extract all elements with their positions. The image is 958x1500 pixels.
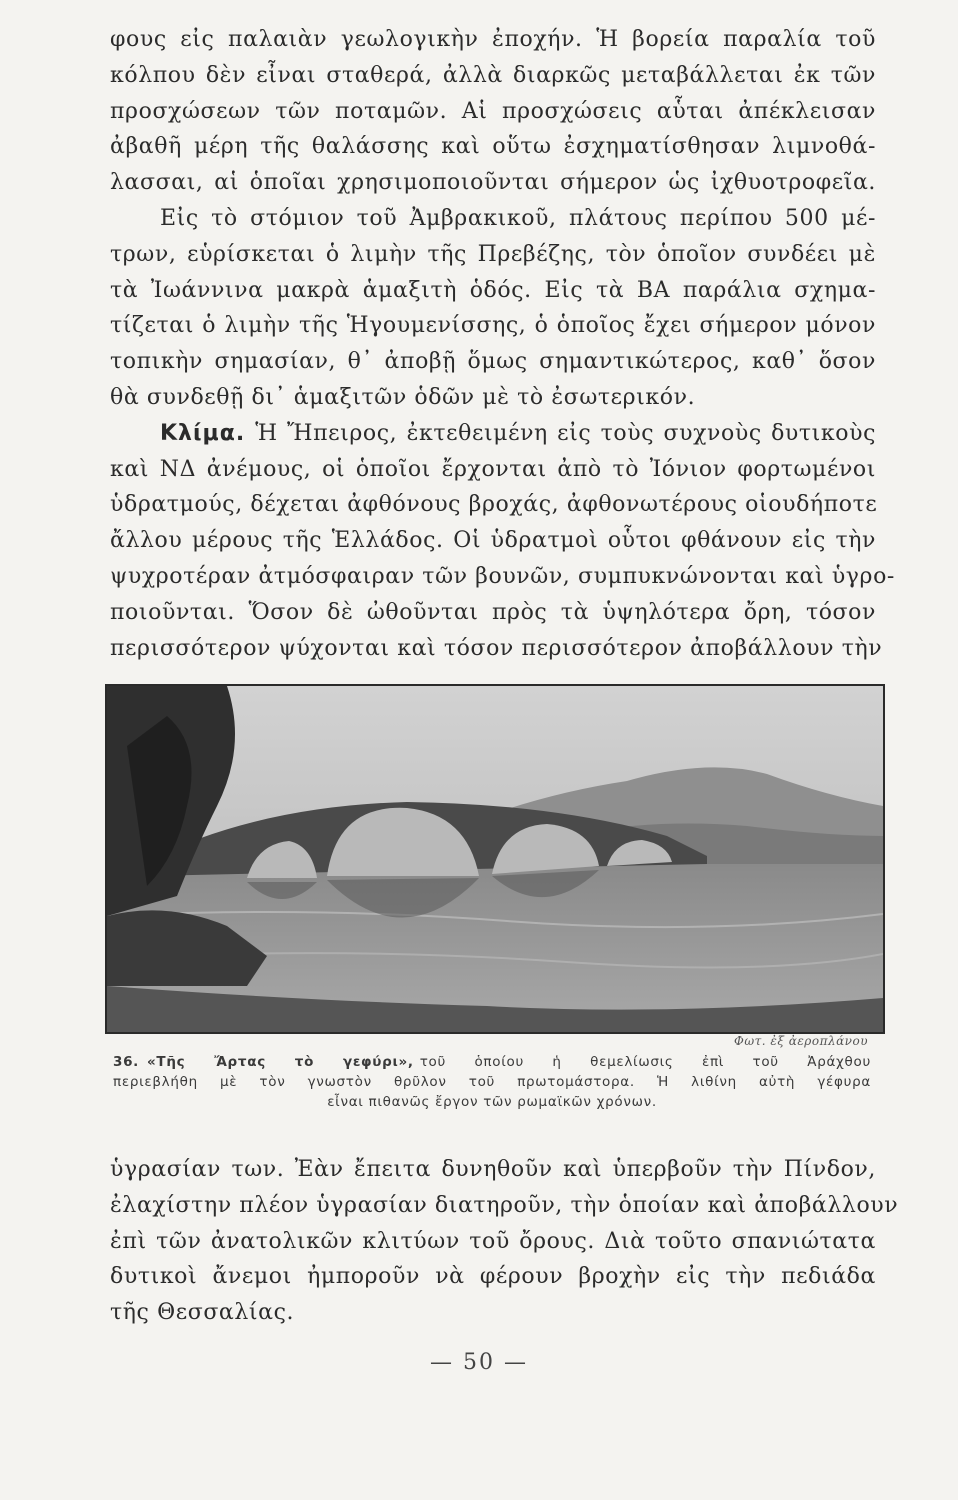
section-first-line (110, 416, 876, 452)
text-line: τοπικὴν σημασίαν, θ᾿ ἀποβῇ ὅμως σημαντικώτερος, καθ᾿ ὅσον (110, 349, 876, 375)
caption-title: «Τῆς Ἄρτας τὸ γεφύρι», (147, 1054, 414, 1070)
text-line: δυτικοὶ ἄνεμοι ἠμποροῦν νὰ φέρουν βροχὴν εἰς τὴν πεδιάδα (110, 1264, 876, 1290)
caption-line (113, 1052, 871, 1072)
photo-credit: Φωτ. ἐξ ἀεροπλάνου (734, 1034, 868, 1048)
text-line: θὰ συνδεθῇ δι᾿ ἁμαξιτῶν ὁδῶν μὲ τὸ ἐσωτερικόν. (110, 384, 696, 410)
text-line: φους εἰς παλαιὰν γεωλογικὴν ἐποχήν. Ἡ βορεία παραλία τοῦ (110, 27, 876, 52)
text-line: ἐπὶ τῶν ἀνατολικῶν κλιτύων τοῦ ὄρους. Διὰ τοῦτο σπανιώτατα (110, 1228, 876, 1254)
figure-caption (113, 1052, 871, 1112)
text-line: καὶ ΝΔ ἀνέμους, οἱ ὁποῖοι ἔρχονται ἀπὸ τὸ Ἰόνιον φορτωμένοι (110, 456, 876, 482)
text-line: περισσότερον ψύχονται καὶ τόσον περισσότερον ἀποβάλλουν τὴν (110, 635, 883, 661)
text-line: ψυχροτέραν ἀτμόσφαιραν τῶν βουνῶν, συμπυκνώνονται καὶ ὑγρο- (110, 563, 895, 589)
text-line: ἄλλου μέρους τῆς Ἑλλάδος. Οἱ ὑδρατμοὶ οὗτοι φθάνουν εἰς τὴν (110, 528, 876, 554)
paragraph-top (110, 22, 895, 666)
section-first-line-text: Ἡ Ἤπειρος, ἐκτεθειμένη εἰς τοὺς συχνοὺς δυτικοὺς (255, 420, 876, 446)
page-number: — 50 — (430, 1350, 528, 1375)
text-line: Εἰς τὸ στόμιον τοῦ Ἀμβρακικοῦ, πλάτους περίπου 500 μέ- (160, 205, 876, 231)
text-line: ποιοῦνται. Ὅσον δὲ ὠθοῦνται πρὸς τὰ ὑψηλότερα ὄρη, τόσον (110, 599, 876, 625)
caption-line: περιεβλήθη μὲ τὸν γνωστὸν θρῦλον τοῦ πρωτομάστορα. Ἡ λιθίνη αὐτὴ γέφυρα (113, 1074, 871, 1090)
text-line: ὑδρατμούς, δέχεται ἀφθόνους βροχάς, ἀφθονωτέρους οἱουδήποτε (110, 492, 878, 518)
caption-line1-text: τοῦ ὁποίου ἡ θεμελίωσις ἐπὶ τοῦ Ἀράχθου (419, 1054, 871, 1070)
paragraph-bottom (110, 1152, 899, 1331)
text-line: προσχώσεων τῶν ποταμῶν. Αἱ προσχώσεις αὗται ἀπέκλεισαν (110, 98, 876, 124)
text-line: τὰ Ἰωάννινα μακρὰ ἁμαξιτὴ ὁδός. Εἰς τὰ ΒΑ παράλια σχημα- (110, 277, 876, 303)
text-line: τῆς Θεσσαλίας. (110, 1300, 295, 1326)
arta-bridge-illustration (107, 686, 883, 1032)
caption-line: εἶναι πιθανῶς ἔργον τῶν ρωμαϊκῶν χρόνων. (327, 1094, 657, 1110)
section-heading: Κλίμα. (160, 420, 246, 446)
bridge-photo (105, 684, 885, 1034)
text-line: τίζεται ὁ λιμὴν τῆς Ἡγουμενίσσης, ὁ ὁποῖος ἔχει σήμερον μόνον (110, 313, 876, 339)
text-line: ἀβαθῆ μέρη τῆς θαλάσσης καὶ οὕτω ἐσχηματίσθησαν λιμνοθά- (110, 134, 876, 160)
text-line: ὑγρασίαν των. Ἐὰν ἔπειτα δυνηθοῦν καὶ ὑπερβοῦν τὴν Πίνδον, (110, 1157, 876, 1182)
text-line: τρων, εὑρίσκεται ὁ λιμὴν τῆς Πρεβέζης, τὸν ὁποῖον συνδέει μὲ (110, 241, 876, 267)
caption-number: 36. (113, 1054, 140, 1070)
text-line: λασσαι, αἱ ὁποῖαι χρησιμοποιοῦνται σήμερον ὡς ἰχθυοτροφεῖα. (110, 170, 876, 196)
text-line: ἐλαχίστην πλέον ὑγρασίαν διατηροῦν, τὴν ὁποίαν καὶ ἀποβάλλουν (110, 1192, 899, 1218)
text-line: κόλπου δὲν εἶναι σταθερά, ἀλλὰ διαρκῶς μεταβάλλεται ἐκ τῶν (110, 62, 876, 88)
